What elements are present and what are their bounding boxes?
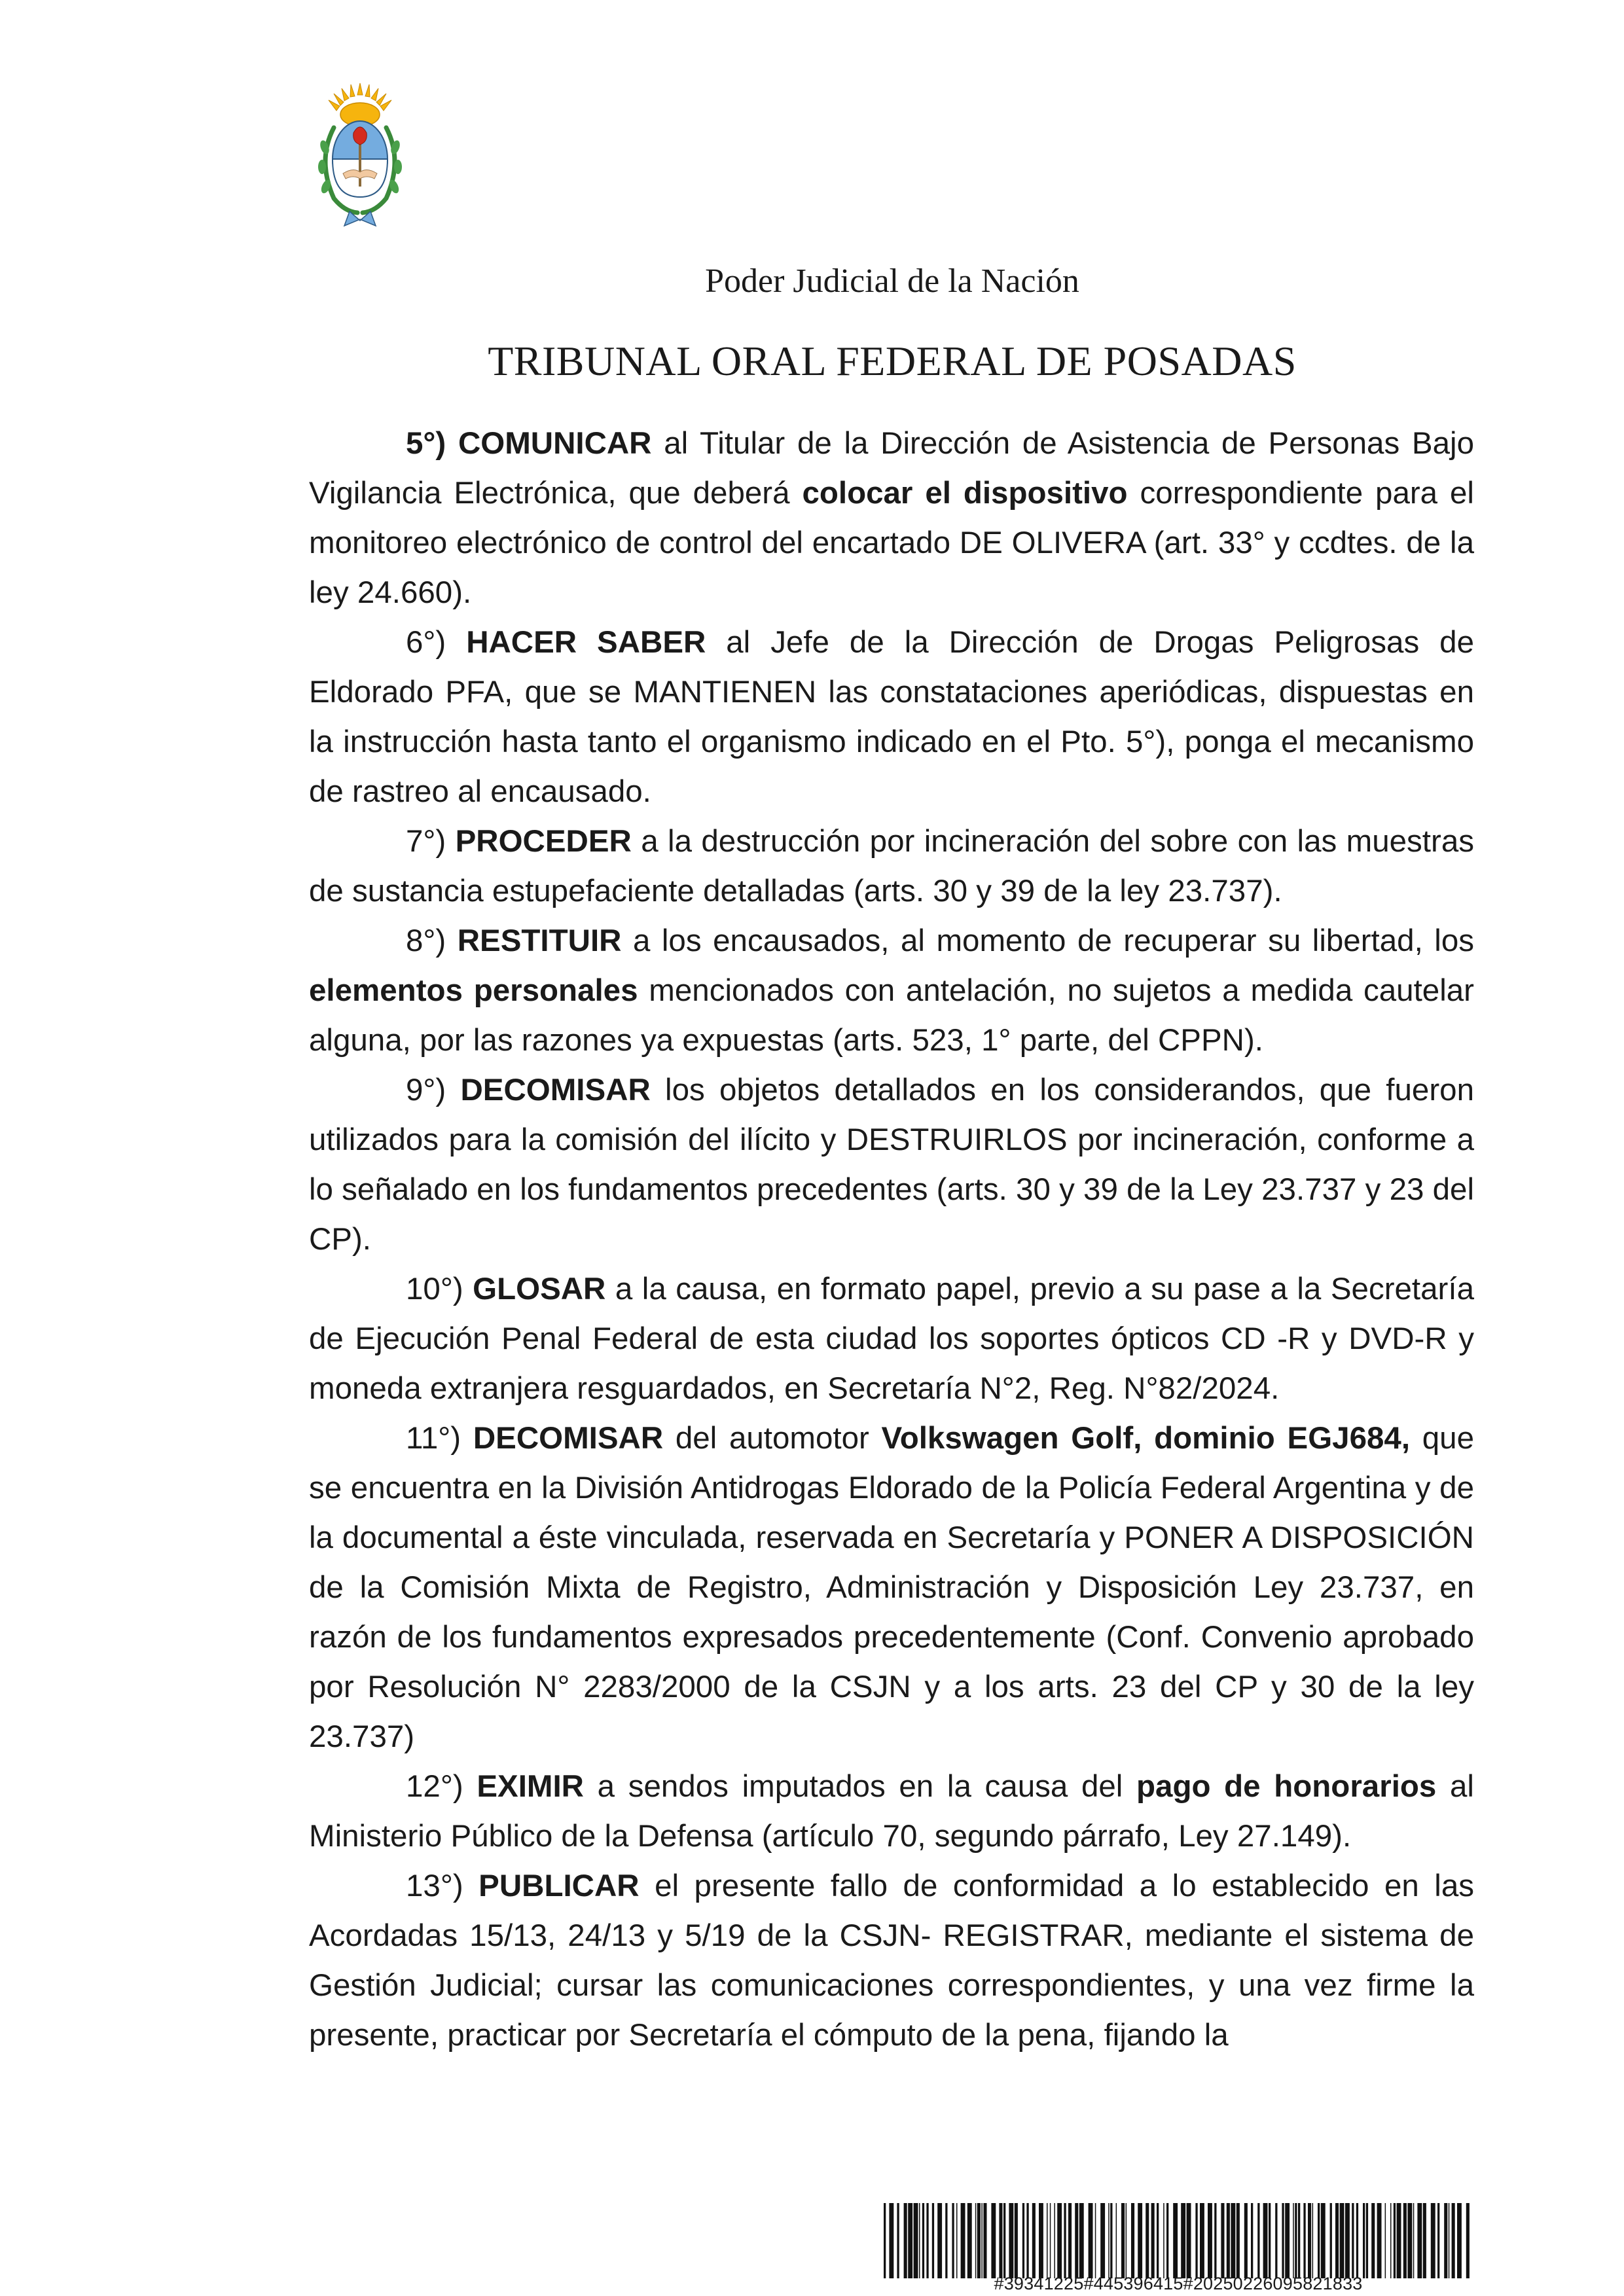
barcode-bar: [1330, 2203, 1332, 2278]
barcode-bar: [1138, 2203, 1142, 2278]
barcode-bar: [1340, 2203, 1344, 2278]
barcode-bar: [1231, 2203, 1235, 2278]
barcode-bar: [937, 2203, 942, 2278]
barcode-bar: [1403, 2203, 1407, 2278]
barcode-bar: [945, 2203, 947, 2278]
bold-text: 5°) COMUNICAR: [406, 426, 652, 461]
barcode-bar: [1293, 2203, 1294, 2278]
barcode-bar: [1390, 2203, 1392, 2278]
barcode-bar: [1173, 2203, 1178, 2278]
barcode-bar: [1095, 2203, 1096, 2278]
text-run: los objetos detallados en los considerandos, que fueron utilizados para la comisión del ilícito y DESTRUIRLOS por incineración, conforme a lo señalado en los fundamentos precedentes (arts. 30 y 39 de la Ley 23.737 y 23 del CP).: [309, 1073, 1474, 1257]
barcode-bar: [1195, 2203, 1197, 2278]
barcode-bar: [1187, 2203, 1191, 2278]
barcode-bar: [1263, 2203, 1268, 2278]
barcode-bar: [1050, 2203, 1051, 2278]
barcode-bar: [981, 2203, 983, 2278]
text-run: el presente fallo de conformidad a lo establecido en las Acordadas 15/13, 24/13 y 5/19 de la CSJN- REGISTRAR, mediante el sistema de Gestión Judicial; cursar las comunicaciones correspondientes, y una vez firme la presente, practicar por Secretaría el cómputo de la pena, fijando la: [309, 1869, 1474, 2053]
barcode-bar: [1221, 2203, 1224, 2278]
barcode-bar: [1003, 2203, 1005, 2278]
text-run: al Ministerio Público de la Defensa (artículo 70, segundo párrafo, Ley 27.149).: [309, 1769, 1474, 1854]
barcode-bar: [919, 2203, 920, 2278]
text-run: 6°): [406, 625, 467, 660]
barcode-code: #39341225#445396415#20250226095821833: [994, 2274, 1363, 2293]
barcode-bar: [975, 2203, 977, 2278]
resolution-body: [309, 419, 1474, 2060]
barcode-bar: [1275, 2203, 1277, 2278]
barcode-bar: [922, 2203, 924, 2278]
barcode-bar: [1303, 2203, 1305, 2278]
barcode-bar: [1100, 2203, 1105, 2278]
resolution-paragraph: [309, 916, 1474, 1066]
barcode-bar: [1015, 2203, 1018, 2278]
resolution-paragraph: [309, 817, 1474, 916]
text-run: 13°): [406, 1869, 479, 1903]
barcode-bar: [1321, 2203, 1326, 2278]
barcode-bar: [1452, 2203, 1455, 2278]
text-run: al Jefe de la Dirección de Drogas Peligrosas de Eldorado PFA, que se MANTIENEN las constataciones aperiódicas, dispuestas en la instrucción hasta tanto el organismo indicado en el Pto. 5°), ponga el mecanismo de rastreo al encausado.: [309, 625, 1474, 809]
barcode-bar: [926, 2203, 928, 2278]
barcode-bar: [1151, 2203, 1155, 2278]
resolution-paragraph: [309, 618, 1474, 817]
barcode-bar: [1200, 2203, 1204, 2278]
text-run: 7°): [406, 824, 456, 859]
barcode-bar: [1444, 2203, 1447, 2278]
barcode-bar: [914, 2203, 918, 2278]
barcode-bar: [1039, 2203, 1043, 2278]
barcode-bar: [1131, 2203, 1134, 2278]
barcode-bar: [1394, 2203, 1396, 2278]
court-title: TRIBUNAL ORAL FEDERAL DE POSADAS: [488, 338, 1297, 384]
text-run: 9°): [406, 1073, 461, 1107]
barcode-bar: [1298, 2203, 1300, 2278]
barcode-bar: [1466, 2203, 1470, 2278]
barcode-bar: [1108, 2203, 1110, 2278]
barcode-bar: [1282, 2203, 1284, 2278]
bold-text: EXIMIR: [477, 1769, 584, 1804]
barcode-bar: [1126, 2203, 1127, 2278]
text-run: del automotor: [663, 1421, 882, 1456]
bold-text: DECOMISAR: [473, 1421, 664, 1456]
barcode-bar: [1345, 2203, 1350, 2278]
barcode-bar: [1079, 2203, 1084, 2278]
text-run: a los encausados, al momento de recuperar su libertad, los: [621, 924, 1474, 958]
text-run: a sendos imputados en la causa del: [583, 1769, 1137, 1804]
text-run: a la destrucción por incineración del sobre con las muestras de sustancia estupefaciente detalladas (arts. 30 y 39 de la ley 23.737).: [309, 824, 1474, 908]
barcode-bar: [1417, 2203, 1422, 2278]
barcode-bar: [1431, 2203, 1435, 2278]
barcode-bar: [897, 2203, 899, 2278]
text-run: a la causa, en formato papel, previo a su pase a la Secretaría de Ejecución Penal Federal de esta ciudad los soportes ópticos CD -R y DVD-R y moneda extranjera resguardados, en Secretaría N°2, Reg. N°82/2024.: [309, 1272, 1474, 1406]
barcode-bar: [1068, 2203, 1072, 2278]
barcode-bar: [1181, 2203, 1185, 2278]
barcode-bar: [952, 2203, 954, 2278]
barcode-bar: [1413, 2203, 1415, 2278]
resolution-paragraph: [309, 1861, 1474, 2060]
barcode-bar: [1121, 2203, 1125, 2278]
barcode-bar: [884, 2203, 886, 2278]
barcode-bar: [1116, 2203, 1117, 2278]
barcode-bar: [1064, 2203, 1066, 2278]
text-run: que se encuentra en la División Antidrogas Eldorado de la Policía Federal Argentina y de la documental a éste vinculada, reservada en Secretaría y PONER A DISPOSICIÓN de la Comisión Mixta de Registro, Administración y Disposición Ley 23.737, en razón de los fundamentos expresados precedentemente (Conf. Convenio aprobado por Resolución N° 2283/2000 de la CSJN y a los arts. 23 del CP y 30 de la ley 23.737): [309, 1421, 1474, 1754]
text-run: 8°): [406, 924, 458, 958]
barcode-bar: [1352, 2203, 1354, 2278]
barcode-bar: [991, 2203, 996, 2278]
barcode-bar: [1166, 2203, 1168, 2278]
bold-text: Volkswagen Golf, dominio EGJ684,: [881, 1421, 1411, 1456]
barcode-bar: [999, 2203, 1002, 2278]
barcode-bar: [1397, 2203, 1401, 2278]
barcode-bar: [1146, 2203, 1149, 2278]
barcode-bar: [1308, 2203, 1311, 2278]
barcode-bar: [1075, 2203, 1078, 2278]
barcode-bar: [932, 2203, 934, 2278]
barcode-bar: [1244, 2203, 1248, 2278]
barcode-bar: [1407, 2203, 1412, 2278]
barcode-bar: [967, 2203, 972, 2278]
barcode-bar: [904, 2203, 907, 2278]
text-run: 11°): [406, 1421, 473, 1456]
barcode-bar: [1022, 2203, 1024, 2278]
barcode-bar: [1318, 2203, 1320, 2278]
barcode-bar: [1057, 2203, 1062, 2278]
barcode-bar: [1251, 2203, 1253, 2278]
resolution-paragraph: [309, 1414, 1474, 1762]
barcode-bar: [1208, 2203, 1212, 2278]
barcode-bar: [1457, 2203, 1462, 2278]
barcode-bar: [1377, 2203, 1382, 2278]
barcode-bar: [983, 2203, 986, 2278]
barcode-bar: [889, 2203, 893, 2278]
coat-of-arms-icon: [308, 82, 412, 232]
resolution-paragraph: [309, 1762, 1474, 1861]
resolution-paragraph: [309, 419, 1474, 618]
bold-text: pago de honorarios: [1136, 1769, 1437, 1804]
barcode-bar: [1269, 2203, 1271, 2278]
barcode-bar: [1437, 2203, 1439, 2278]
text-run: al Titular de la Dirección de Asistencia de Personas Bajo Vigilancia Electrónica, que deberá: [309, 426, 1474, 511]
barcode: [884, 2203, 1473, 2278]
bold-text: HACER SABER: [466, 625, 706, 660]
barcode-bar: [1032, 2203, 1036, 2278]
barcode-bar: [1371, 2203, 1375, 2278]
barcode-bar: [1356, 2203, 1358, 2278]
text-run: correspondiente para el monitoreo electrónico de control del encartado DE OLIVERA (art. 33° y ccdtes. de la ley 24.660).: [309, 476, 1474, 610]
barcode-bar: [956, 2203, 958, 2278]
barcode-bar: [1335, 2203, 1339, 2278]
barcode-bar: [1227, 2203, 1230, 2278]
barcode-bar: [1295, 2203, 1297, 2278]
text-run: mencionados con antelación, no sujetos a medida cautelar alguna, por las razones ya expuestas (arts. 523, 1° parte, del CPPN).: [309, 973, 1474, 1058]
bold-text: RESTITUIR: [457, 924, 622, 958]
barcode-bar: [1285, 2203, 1290, 2278]
bold-text: PROCEDER: [455, 824, 632, 859]
barcode-bar: [1009, 2203, 1013, 2278]
barcode-bar: [977, 2203, 981, 2278]
barcode-bar: [1026, 2203, 1028, 2278]
barcode-bar: [1110, 2203, 1112, 2278]
bold-text: colocar el dispositivo: [802, 476, 1128, 511]
text-run: 10°): [406, 1272, 473, 1306]
barcode-bar: [1385, 2203, 1386, 2278]
institution-title: Poder Judicial de la Nación: [705, 262, 1079, 300]
bold-text: PUBLICAR: [478, 1869, 640, 1903]
barcode-bar: [1214, 2203, 1216, 2278]
barcode-bar: [1449, 2203, 1450, 2278]
barcode-bar: [1047, 2203, 1048, 2278]
barcode-bar: [1423, 2203, 1426, 2278]
text-run: 12°): [406, 1769, 477, 1804]
barcode-bar: [1054, 2203, 1055, 2278]
barcode-bar: [1157, 2203, 1159, 2278]
barcode-bar: [1236, 2203, 1240, 2278]
bold-text: elementos personales: [309, 973, 638, 1008]
barcode-bar: [908, 2203, 912, 2278]
barcode-bar: [1366, 2203, 1368, 2278]
barcode-bar: [1257, 2203, 1259, 2278]
barcode-bar: [1089, 2203, 1093, 2278]
bold-text: GLOSAR: [473, 1272, 606, 1306]
barcode-bar: [961, 2203, 965, 2278]
barcode-bar: [1163, 2203, 1164, 2278]
resolution-paragraph: [309, 1066, 1474, 1265]
barcode-bar: [1312, 2203, 1314, 2278]
barcode-bar: [1363, 2203, 1365, 2278]
resolution-paragraph: [309, 1265, 1474, 1414]
bold-text: DECOMISAR: [460, 1073, 651, 1107]
